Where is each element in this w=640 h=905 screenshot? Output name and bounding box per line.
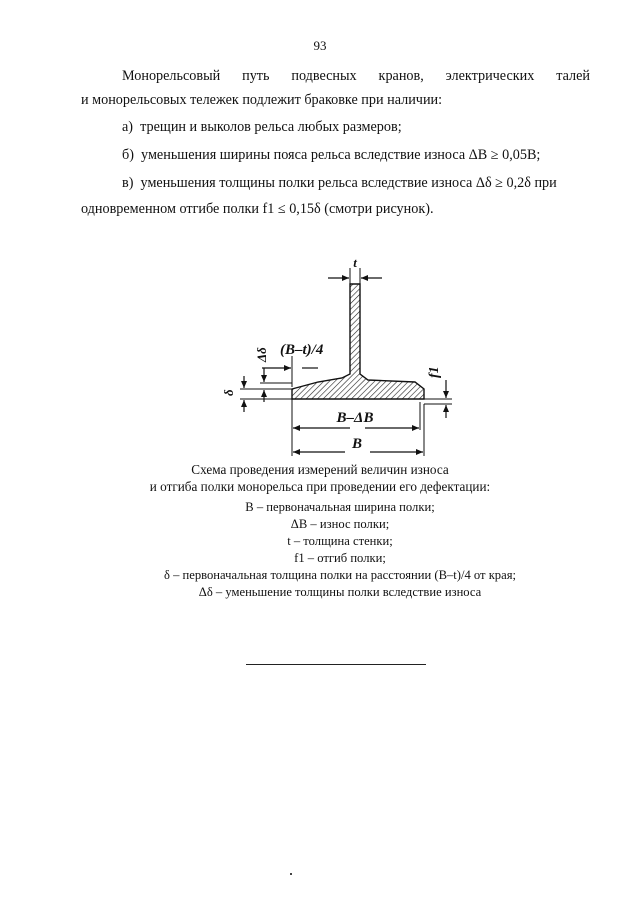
list-item-text: уменьшения ширины пояса рельса вследствие износа ΔB ≥ 0,05B; <box>141 147 541 163</box>
rail-section-diagram <box>200 250 460 465</box>
list-item-c-continuation: одновременном отгибе полки f1 ≤ 0,15δ (смотри рисунок). <box>81 201 434 217</box>
figure-caption-line-2: и отгиба полки монорельса при проведении его дефектации: <box>149 479 491 494</box>
legend-delta-delta: Δδ – уменьшение толщины полки вследствие износа <box>198 585 482 599</box>
label-delta: δ <box>221 389 236 396</box>
legend-f1: f1 – отгиб полки; <box>294 551 386 565</box>
legend-delta: δ – первоначальная толщина полки на расстоянии (B–t)/4 от края; <box>163 568 516 582</box>
f1-dimension <box>424 366 452 418</box>
list-item-a <box>122 117 402 137</box>
list-item-c <box>122 173 557 193</box>
t-dimension <box>328 255 382 286</box>
label-b: B <box>351 436 363 452</box>
legend-b: B – первоначальная ширина полки; <box>245 500 435 514</box>
list-item-text: трещин и выколов рельса любых размеров; <box>140 119 402 135</box>
legend-delta-b: ΔB – износ полки; <box>290 517 390 531</box>
label-b-minus-delta-b: B–ΔB <box>336 410 374 426</box>
legend-t: t – толщина стенки; <box>287 534 393 548</box>
list-item-text: уменьшения толщины полки рельса вследствие износа Δδ ≥ 0,2δ при <box>140 175 557 191</box>
footnote-divider <box>246 664 426 665</box>
page-number: 93 <box>313 38 327 53</box>
label-f1: f1 <box>427 366 442 378</box>
b-minus-t-over-4-dimension <box>262 342 324 387</box>
list-marker: б) <box>122 147 134 163</box>
list-item-b <box>122 145 540 165</box>
label-delta-delta: Δδ <box>254 347 269 362</box>
intro-line-2: и монорельсовых тележек подлежит браковке при наличии: <box>81 92 443 108</box>
figure-caption-line-1: Схема проведения измерений величин износа <box>191 462 449 477</box>
scan-speck <box>290 873 292 875</box>
label-t: t <box>353 255 357 270</box>
list-marker: в) <box>122 175 134 191</box>
list-marker: а) <box>122 119 134 135</box>
intro-line-1: Монорельсовый путь подвесных кранов, электрических талей <box>122 68 590 84</box>
label-b-minus-t-4: (B–t)/4 <box>280 342 324 358</box>
